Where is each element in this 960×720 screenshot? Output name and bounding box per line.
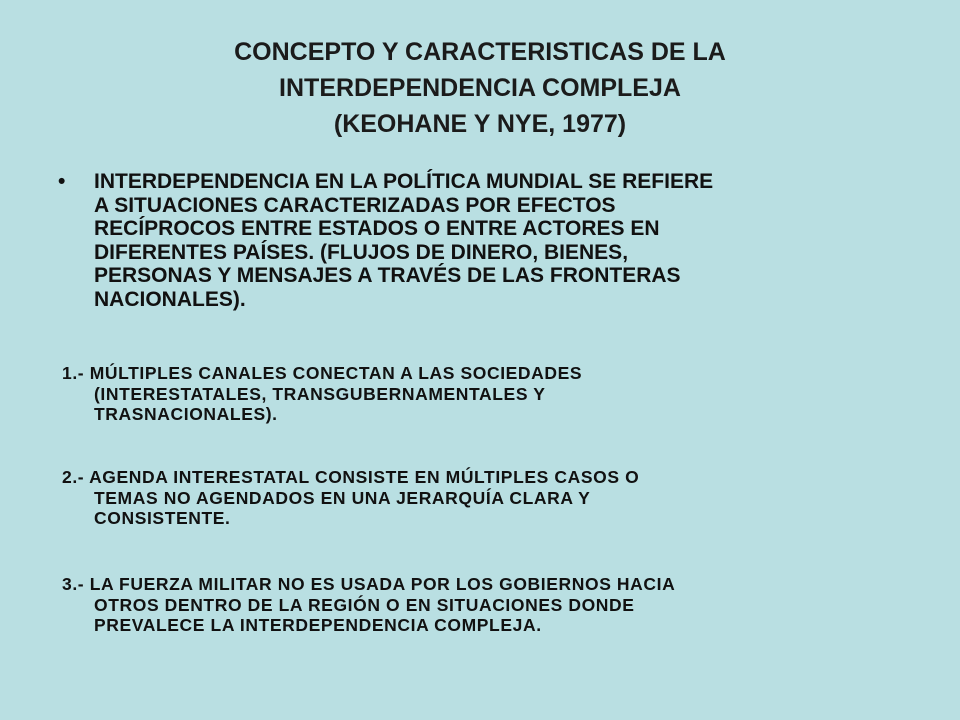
bullet-line-6: NACIONALES). (94, 287, 246, 311)
item-1-line-3: TRASNACIONALES). (94, 404, 278, 424)
bullet-line-2: A SITUACIONES CARACTERIZADAS POR EFECTOS (94, 193, 616, 217)
title-line-2: INTERDEPENDENCIA COMPLEJA (279, 74, 681, 102)
characteristic-item-3 (62, 574, 892, 636)
title-line-3: (KEOHANE Y NYE, 1977) (333, 110, 627, 138)
item-3-line-3: PREVALECE LA INTERDEPENDENCIA COMPLEJA. (94, 615, 542, 635)
item-2-line-3: CONSISTENTE. (94, 508, 231, 528)
item-1-line-1 (62, 363, 892, 384)
item-3-line-1 (62, 574, 892, 595)
definition-bullet (58, 170, 898, 311)
bullet-line-4: DIFERENTES PAÍSES. (FLUJOS DE DINERO, BIENES, (94, 240, 629, 264)
bullet-line-3: RECÍPROCOS ENTRE ESTADOS O ENTRE ACTORES EN (94, 217, 660, 240)
bullet-line-5: PERSONAS Y MENSAJES A TRAVÉS DE LAS FRONTERAS (94, 264, 681, 287)
item-3-text-1: LA FUERZA MILITAR NO ES USADA POR LOS GOBIERNOS HACIA (89, 574, 676, 594)
item-2-text-1: AGENDA INTERESTATAL CONSISTE EN MÚLTIPLES CASOS O (89, 467, 640, 487)
item-1-number: 1.- (62, 363, 85, 383)
title-line-1: CONCEPTO Y CARACTERISTICAS DE LA (234, 38, 726, 66)
item-2-line-2: TEMAS NO AGENDADOS EN UNA JERARQUÍA CLARA Y (94, 487, 591, 508)
characteristic-item-1 (62, 363, 892, 425)
item-3-line-2: OTROS DENTRO DE LA REGIÓN O EN SITUACIONES DONDE (94, 594, 635, 615)
item-2-number: 2.- (62, 467, 85, 487)
characteristic-item-2 (62, 467, 892, 529)
bullet-text (94, 170, 898, 311)
item-1-line-2: (INTERESTATALES, TRANSGUBERNAMENTALES Y (94, 383, 546, 404)
item-2-line-1 (62, 467, 892, 488)
slide-title (60, 34, 900, 142)
item-1-text-1: MÚLTIPLES CANALES CONECTAN A LAS SOCIEDADES (89, 363, 583, 383)
bullet-dot: • (58, 170, 66, 193)
item-3-number: 3.- (62, 574, 85, 594)
bullet-line-1: INTERDEPENDENCIA EN LA POLÍTICA MUNDIAL SE REFIERE (94, 170, 714, 193)
